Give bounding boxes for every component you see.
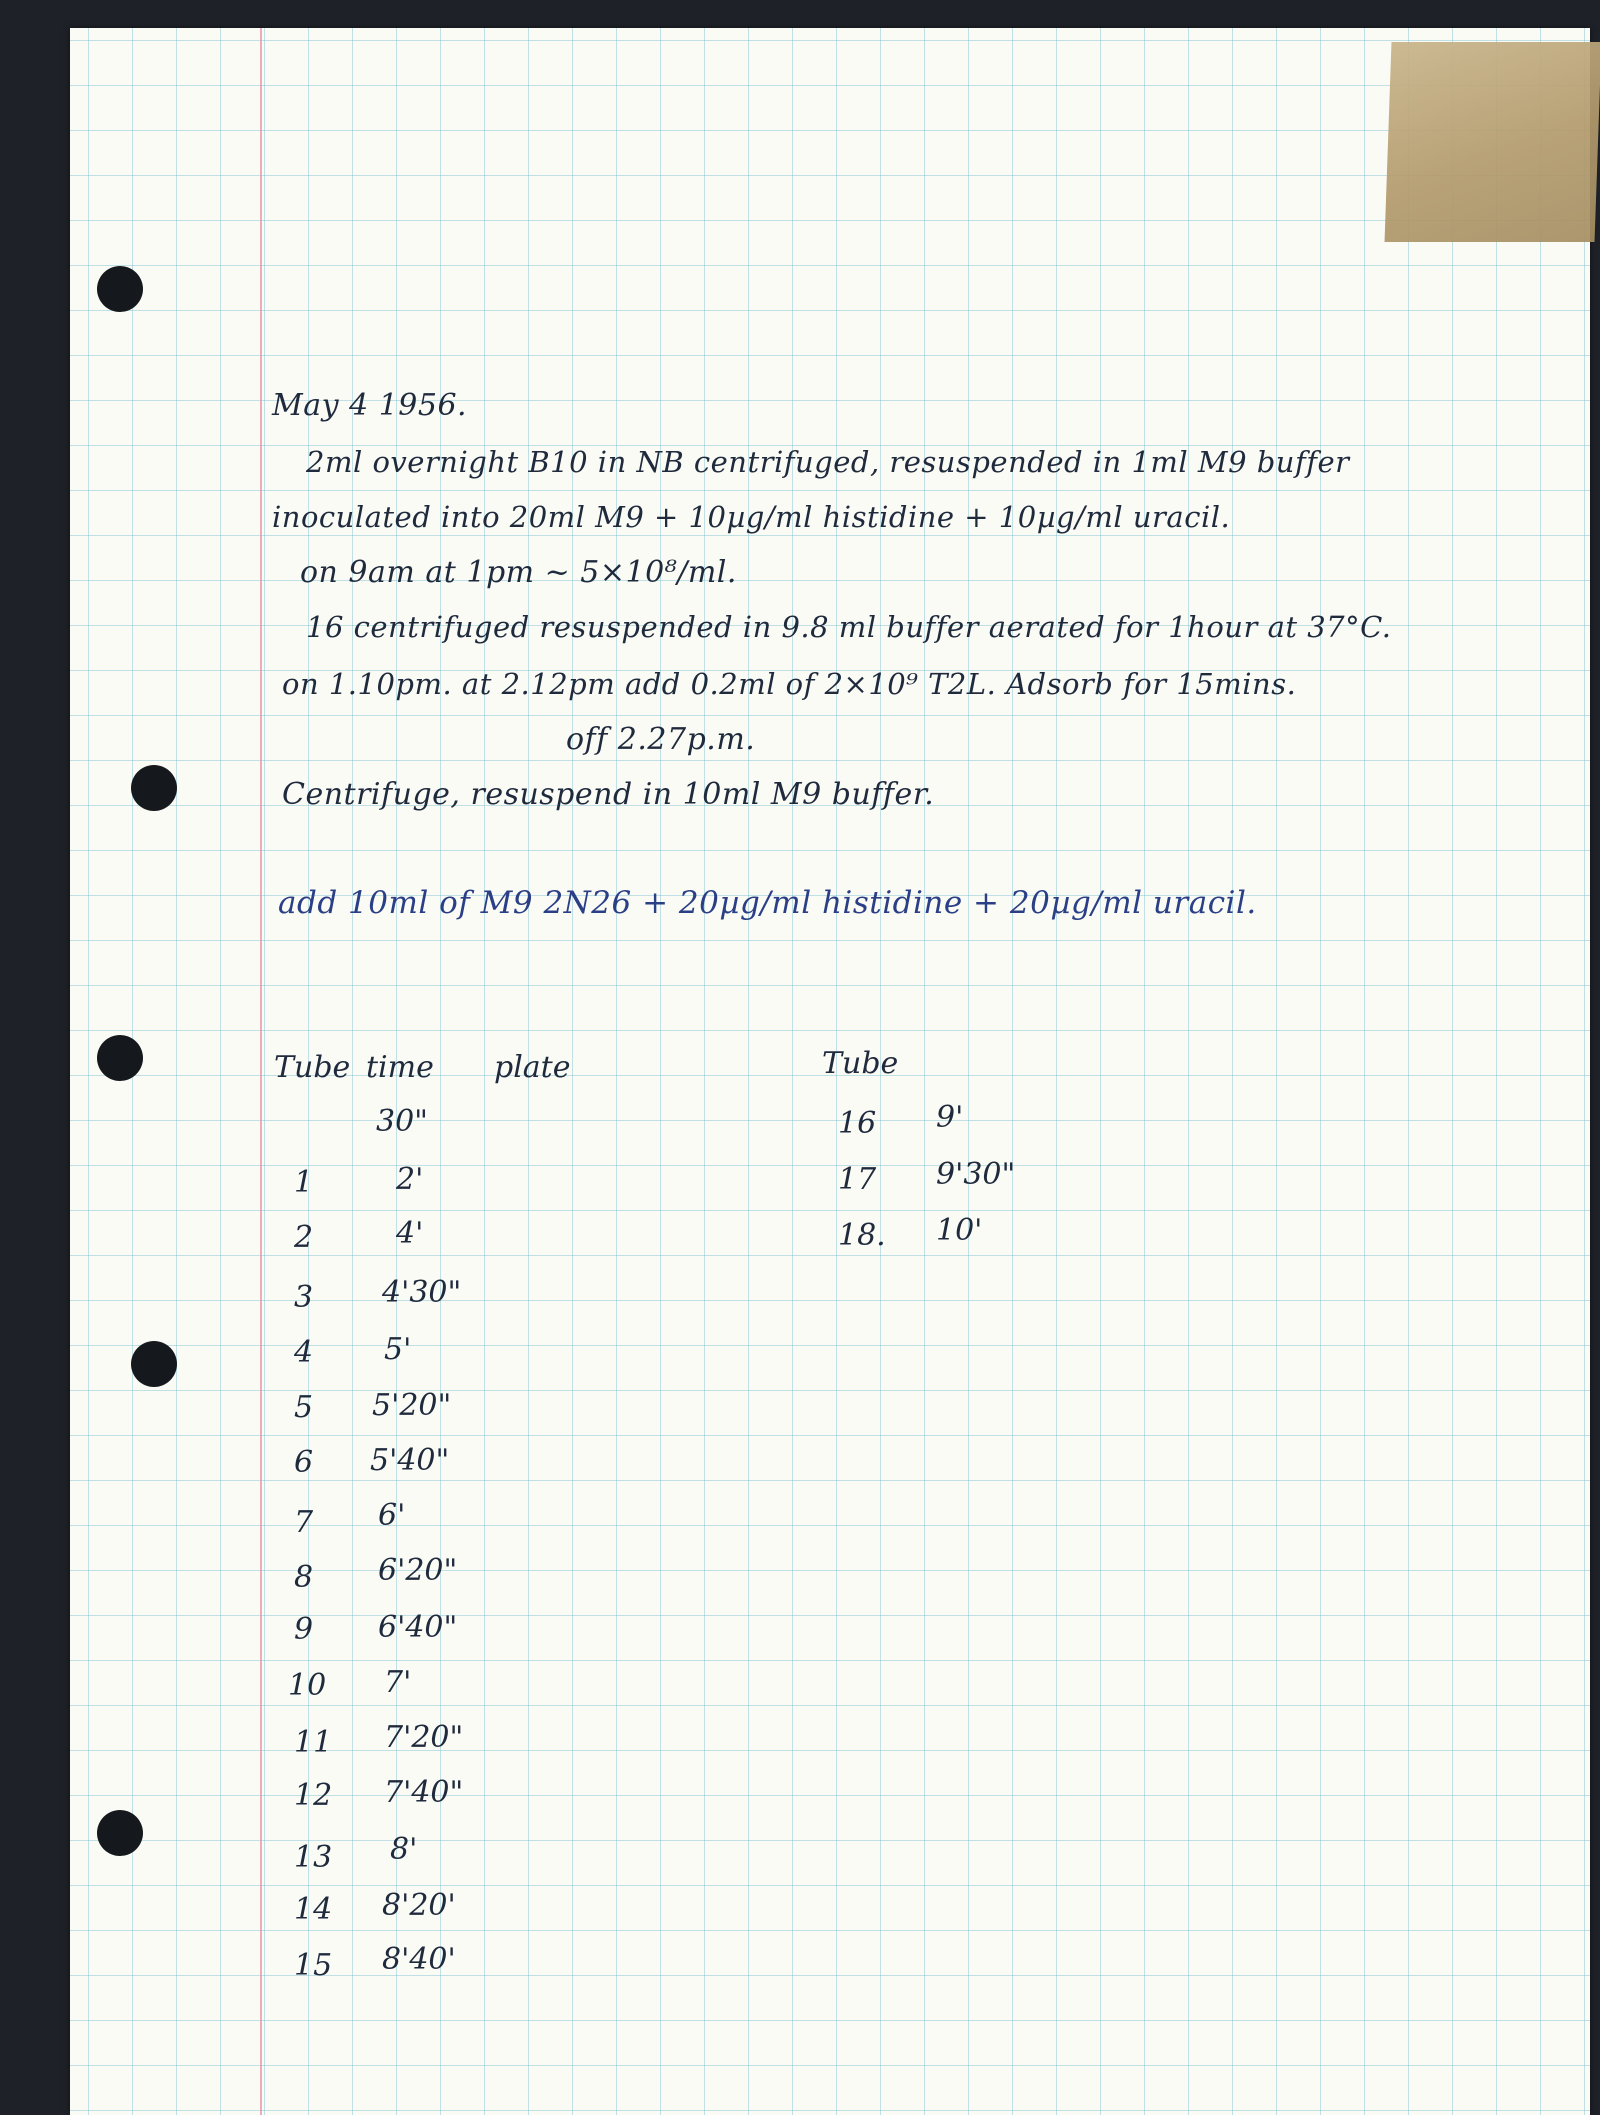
tube-number: 5 [294,1390,314,1425]
tube-number: 9 [294,1612,314,1647]
binder-hole [97,266,143,312]
time-value: 8'20' [382,1888,456,1923]
time-value: 7' [384,1665,412,1700]
header-plate: plate [494,1050,571,1085]
time-value: 5'20" [372,1388,452,1423]
time-value: 4'30" [382,1275,462,1310]
tube-number: 16 [838,1106,877,1141]
time-value: 8'40' [382,1942,456,1977]
time-value: 6'20" [378,1553,458,1588]
time-value: 6'40" [378,1610,458,1645]
time-value: 30" [376,1104,428,1139]
time-value: 7'20" [384,1720,464,1755]
tube-number: 13 [294,1840,333,1875]
note-line-2: inoculated into 20ml M9 + 10µg/ml histidine + 10µg/ml uracil. [272,500,1231,534]
time-value: 9'30" [936,1157,1016,1192]
margin-line [260,28,262,2115]
time-value: 9' [936,1100,964,1135]
time-value: 5' [384,1332,412,1367]
time-value: 5'40" [370,1443,450,1478]
tube-number: 7 [294,1505,314,1540]
binder-hole [131,1341,177,1387]
note-line-3: on 9am at 1pm ~ 5×10⁸/ml. [300,555,737,590]
note-blue-line: add 10ml of M9 2N26 + 20µg/ml histidine + 20µg/ml uracil. [278,885,1257,921]
note-line-7: Centrifuge, resuspend in 10ml M9 buffer. [282,777,935,812]
time-value: 8' [390,1832,418,1867]
binder-hole [131,765,177,811]
tube-number: 6 [294,1445,314,1480]
tube-number: 4 [294,1335,314,1370]
tube-number: 18. [838,1218,886,1253]
time-value: 6' [378,1498,406,1533]
time-value: 7'40" [384,1775,464,1810]
binder-hole [97,1810,143,1856]
tube-number: 8 [294,1560,314,1595]
tube-number: 1 [294,1165,314,1200]
right-header-tube: Tube [822,1046,899,1081]
note-line-5: on 1.10pm. at 2.12pm add 0.2ml of 2×10⁹ T2L. Adsorb for 15mins. [282,667,1297,701]
tube-number: 2 [294,1220,314,1255]
tube-number: 14 [294,1892,333,1927]
tube-number: 15 [294,1948,333,1983]
time-value: 4' [396,1216,424,1251]
binder-hole [97,1035,143,1081]
tube-number: 3 [294,1280,314,1315]
header-tube: Tube [274,1050,351,1085]
note-line-6: off 2.27p.m. [566,722,756,757]
time-value: 10' [936,1213,983,1248]
time-value: 2' [396,1162,424,1197]
tube-number: 12 [294,1778,333,1813]
masking-tape [1385,42,1600,242]
note-date: May 4 1956. [272,388,468,423]
header-time: time [366,1050,434,1085]
note-line-1: 2ml overnight B10 in NB centrifuged, resuspended in 1ml M9 buffer [306,445,1350,479]
note-line-4: 16 centrifuged resuspended in 9.8 ml buffer aerated for 1hour at 37°C. [306,610,1392,644]
tube-number: 11 [294,1725,333,1760]
tube-number: 17 [838,1162,877,1197]
tube-number: 10 [288,1668,327,1703]
